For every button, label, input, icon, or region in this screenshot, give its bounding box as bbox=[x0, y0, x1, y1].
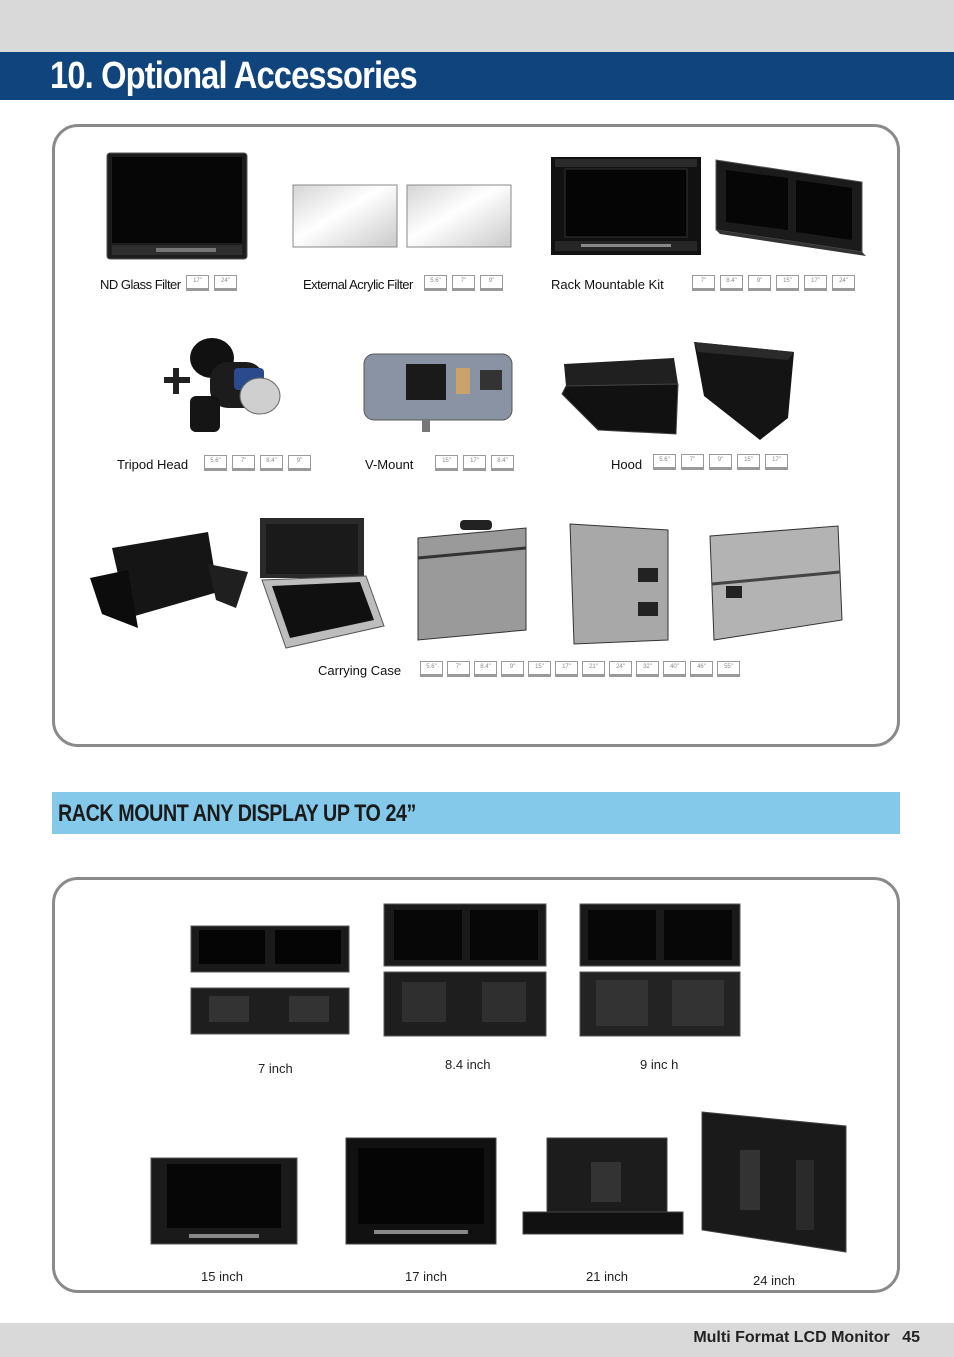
size-chip: 15" bbox=[528, 661, 551, 677]
size-chip: 8.4" bbox=[474, 661, 497, 677]
rack-15-inch-label: 15 inch bbox=[201, 1269, 243, 1284]
size-chip: 17" bbox=[186, 275, 209, 291]
hood-sizes bbox=[653, 454, 788, 470]
size-chip: 32" bbox=[636, 661, 659, 677]
size-chip: 24" bbox=[832, 275, 855, 291]
size-chip: 15" bbox=[737, 454, 760, 470]
size-chip: 5.6" bbox=[204, 455, 227, 471]
acrylic-filter-label: External Acrylic Filter bbox=[303, 277, 413, 292]
size-chip: 17" bbox=[555, 661, 578, 677]
footer bbox=[693, 1329, 920, 1347]
rack-kit-image-single bbox=[551, 157, 701, 255]
rack-8-4-inch-label: 8.4 inch bbox=[445, 1057, 491, 1072]
acrylic-filter-sizes bbox=[424, 275, 503, 291]
hood-label: Hood bbox=[611, 457, 643, 472]
size-chip: 5.6" bbox=[424, 275, 447, 291]
size-chip: 15" bbox=[435, 455, 458, 471]
size-chip: 24" bbox=[609, 661, 632, 677]
rack-17-inch-image bbox=[344, 1136, 498, 1246]
v-mount-sizes bbox=[435, 455, 514, 471]
size-chip: 5.6" bbox=[420, 661, 443, 677]
footer-title: Multi Format LCD Monitor bbox=[693, 1329, 890, 1346]
size-chip: 9" bbox=[288, 455, 311, 471]
rack-7-inch-label: 7 inch bbox=[258, 1061, 293, 1076]
rack-9-inch-label: 9 inc h bbox=[640, 1057, 679, 1072]
size-chip: 9" bbox=[501, 661, 524, 677]
carrying-case-sizes bbox=[420, 661, 740, 677]
nd-glass-filter-image bbox=[106, 152, 248, 262]
size-chip: 7" bbox=[681, 454, 704, 470]
top-strip bbox=[0, 0, 954, 52]
acrylic-filter-image bbox=[290, 182, 516, 250]
size-chip: 15" bbox=[776, 275, 799, 291]
carrying-case-open-image bbox=[256, 514, 386, 652]
carrying-bag-image bbox=[88, 528, 250, 632]
hood-image-closed bbox=[690, 338, 800, 442]
carrying-case-large-image bbox=[706, 524, 846, 642]
rack-7-inch-image bbox=[189, 924, 351, 1036]
size-chip: 24" bbox=[214, 275, 237, 291]
tripod-head-image bbox=[160, 330, 288, 442]
tripod-head-label: Tripod Head bbox=[117, 457, 189, 472]
size-chip: 55" bbox=[717, 661, 740, 677]
size-chip: 8.4" bbox=[491, 455, 514, 471]
rack-15-inch-image bbox=[149, 1156, 299, 1246]
nd-glass-filter-sizes bbox=[186, 275, 237, 291]
tripod-head-sizes bbox=[204, 455, 311, 471]
size-chip: 8.4" bbox=[260, 455, 283, 471]
size-chip: 9" bbox=[748, 275, 771, 291]
rack-kit-label: Rack Mountable Kit bbox=[551, 277, 664, 292]
page-title: 10. Optional Accessories bbox=[50, 55, 417, 97]
v-mount-image bbox=[360, 350, 516, 434]
size-chip: 17" bbox=[463, 455, 486, 471]
carrying-case-label: Carrying Case bbox=[318, 663, 402, 678]
rack-24-inch-image bbox=[700, 1110, 850, 1254]
rack-kit-sizes bbox=[692, 275, 855, 291]
size-chip: 7" bbox=[452, 275, 475, 291]
carrying-case-medium-image bbox=[568, 518, 672, 646]
page-number: 45 bbox=[902, 1329, 920, 1346]
rack-kit-image-dual bbox=[712, 156, 870, 256]
nd-glass-filter-label: ND Glass Filter bbox=[100, 277, 181, 292]
size-chip: 5.6" bbox=[653, 454, 676, 470]
rack-24-inch-label: 24 inch bbox=[753, 1273, 795, 1288]
size-chip: 7" bbox=[447, 661, 470, 677]
rack-21-inch-image bbox=[521, 1136, 685, 1238]
size-chip: 40" bbox=[663, 661, 686, 677]
size-chip: 17" bbox=[804, 275, 827, 291]
size-chip: 8.4" bbox=[720, 275, 743, 291]
hood-image-open bbox=[558, 354, 682, 436]
v-mount-label: V-Mount bbox=[365, 457, 414, 472]
rack-8-4-inch-image bbox=[382, 902, 548, 1038]
size-chip: 9" bbox=[709, 454, 732, 470]
size-chip: 21" bbox=[582, 661, 605, 677]
size-chip: 46" bbox=[690, 661, 713, 677]
rack-9-inch-image bbox=[578, 902, 742, 1038]
size-chip: 7" bbox=[692, 275, 715, 291]
rack-17-inch-label: 17 inch bbox=[405, 1269, 447, 1284]
carrying-case-small-image bbox=[414, 518, 530, 642]
size-chip: 9" bbox=[480, 275, 503, 291]
rack-heading: RACK MOUNT ANY DISPLAY UP TO 24” bbox=[58, 800, 416, 827]
rack-21-inch-label: 21 inch bbox=[586, 1269, 628, 1284]
size-chip: 17" bbox=[765, 454, 788, 470]
size-chip: 7" bbox=[232, 455, 255, 471]
